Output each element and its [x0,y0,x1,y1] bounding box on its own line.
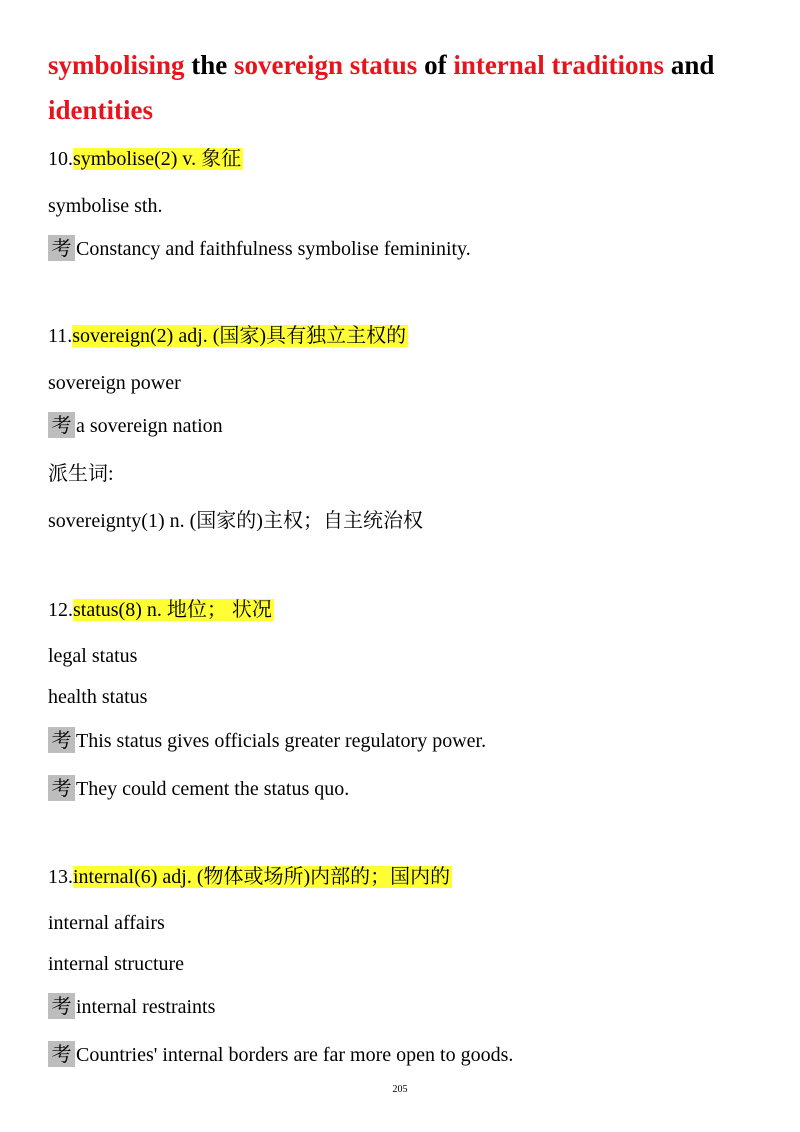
entry-12-phrase-1: legal status [48,645,138,667]
entry-number: 11. [48,325,73,347]
entry-13-phrase-1: internal affairs [48,912,165,934]
entry-11-derived-label: 派生词: [48,463,114,485]
example-text: This status gives officials greater regulatory power. [76,730,487,752]
example-text: Countries' internal borders are far more open to goods. [76,1044,514,1066]
entry-12-example-1 [48,727,486,754]
entry-13-phrase-2: internal structure [48,953,185,975]
headword-highlight: status(8) n. 地位； 状况 [73,599,272,621]
example-text: They could cement the status quo. [76,778,350,800]
title-line-2 [48,93,153,127]
title-word-and: and [670,50,715,80]
entry-12-example-2 [48,775,349,802]
exam-badge-icon: 考 [48,412,75,438]
exam-badge-icon: 考 [48,727,75,753]
exam-badge-icon: 考 [48,235,75,261]
title-word-of: of [424,50,447,80]
title-line-1 [48,48,714,82]
entry-13-example-2 [48,1041,513,1068]
entry-11-example-1 [48,412,223,439]
headword-highlight: symbolise(2) v. 象征 [73,148,242,170]
page-number: 205 [392,1084,408,1095]
example-text: Constancy and faithfulness symbolise femininity. [76,238,471,260]
entry-11-headword [48,323,408,349]
entry-number: 12. [48,599,73,621]
title-word-sovereign-status: sovereign status [234,50,418,80]
entry-10-phrase-1: symbolise sth. [48,195,163,217]
entry-10-example-1 [48,235,471,262]
exam-badge-icon: 考 [48,993,75,1019]
headword-highlight: sovereign(2) adj. (国家)具有独立主权的 [72,325,407,347]
entry-10-headword [48,146,243,172]
entry-number: 10. [48,148,73,170]
entry-12-phrase-2: health status [48,686,148,708]
entry-13-example-1 [48,993,215,1020]
title-word-internal-traditions: internal traditions [453,50,665,80]
entry-number: 13. [48,866,73,888]
headword-highlight: internal(6) adj. (物体或场所)内部的；国内的 [73,866,451,888]
exam-badge-icon: 考 [48,1041,75,1067]
entry-11-phrase-1: sovereign power [48,372,181,394]
entry-12-headword [48,597,274,623]
example-text: internal restraints [76,996,216,1018]
title-word-the: the [191,50,228,80]
example-text: a sovereign nation [76,415,223,437]
title-word-symbolising: symbolising [48,50,185,80]
entry-11-derived-word: sovereignty(1) n. (国家的)主权；自主统治权 [48,510,423,532]
exam-badge-icon: 考 [48,775,75,801]
title-word-identities: identities [48,95,153,125]
entry-13-headword [48,864,452,890]
